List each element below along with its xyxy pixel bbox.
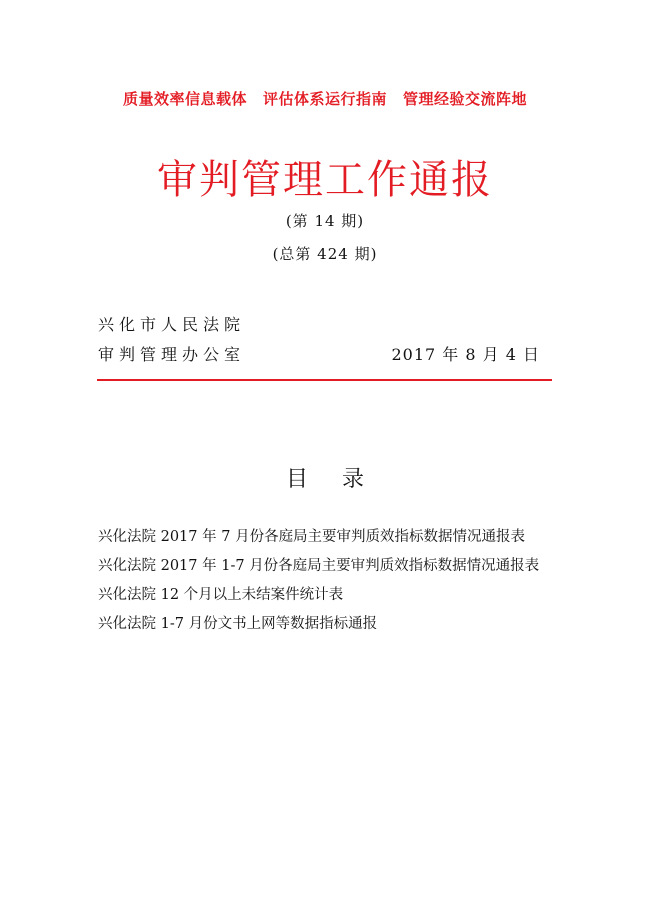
- issue-number: (第 14 期): [285, 212, 365, 230]
- header-divider: [97, 379, 552, 381]
- issuer-court: 兴化市人民法院: [98, 315, 246, 334]
- toc-item: 兴化法院 12 个月以上未结案件统计表: [98, 587, 344, 603]
- toc-item: 兴化法院 1-7 月份文书上网等数据指标通报: [98, 616, 378, 632]
- issuer-office: 审判管理办公室: [98, 345, 246, 364]
- slogan-evaluation: 评估体系运行指南: [262, 90, 387, 108]
- slogan-quality: 质量效率信息载体: [122, 90, 247, 108]
- toc-heading-char-2: 录: [342, 467, 365, 492]
- header-slogan: [0, 88, 650, 109]
- total-issue-number: (总第 424 期): [272, 245, 378, 263]
- toc-item: 兴化法院 2017 年 7 月份各庭局主要审判质效指标数据情况通报表: [98, 529, 526, 545]
- toc-item: 兴化法院 2017 年 1-7 月份各庭局主要审判质效指标数据情况通报表: [98, 558, 540, 574]
- bulletin-title: 审判管理工作通报: [157, 157, 493, 203]
- toc-list: [98, 527, 539, 643]
- toc-heading-char-1: 目: [285, 467, 308, 492]
- toc-heading: [0, 462, 650, 493]
- issue-date: 2017 年 8 月 4 日: [391, 345, 540, 364]
- slogan-exchange: 管理经验交流阵地: [403, 90, 528, 108]
